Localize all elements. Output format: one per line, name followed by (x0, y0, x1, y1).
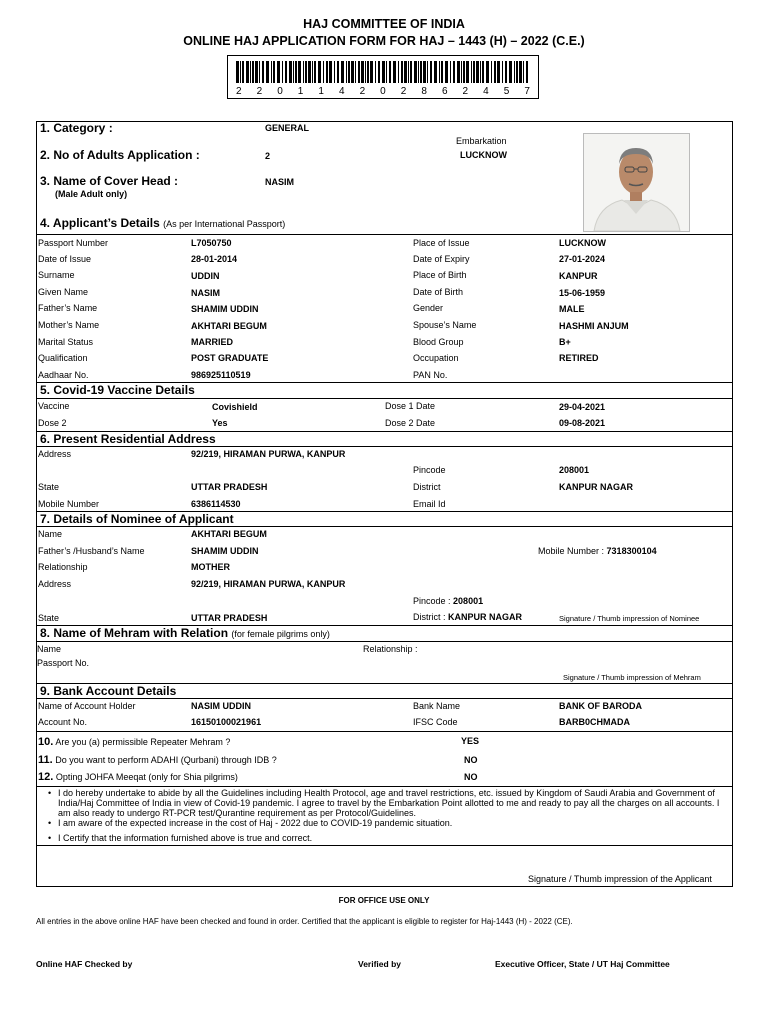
nominee-father-label: Father’s /Husband’s Name (38, 546, 145, 556)
qualification-value: POST GRADUATE (191, 353, 269, 363)
marital-status-label: Marital Status (38, 337, 94, 347)
aadhaar-value: 986925110519 (191, 370, 251, 380)
form-title: ONLINE HAJ APPLICATION FORM FOR HAJ – 1443 (H) – 2022 (C.E.) (183, 34, 585, 48)
cover-head-note: (Male Adult only) (55, 189, 128, 199)
surname-value: UDDIN (191, 271, 220, 281)
nominee-name-value: AKHTARI BEGUM (191, 529, 267, 539)
question-text: Do you want to perform ADAHI (Qurbani) through IDB ? (55, 755, 277, 765)
question-number: 12. (38, 771, 54, 783)
mehram-name-label: Name (37, 644, 62, 654)
barcode-digit: 8 (421, 86, 427, 97)
nominee-state-label: State (38, 613, 60, 623)
question-text: Opting JOHFA Meeqat (only for Shia pilgrims) (55, 772, 238, 782)
account-number-label: Account No. (38, 717, 88, 727)
adults-value: 2 (265, 151, 271, 161)
divider (36, 526, 732, 527)
blood-group-value: B+ (559, 337, 571, 347)
date-of-expiry-label: Date of Expiry (413, 254, 470, 264)
father-name-value: SHAMIM UDDIN (191, 304, 259, 314)
barcode-digit: 0 (277, 86, 283, 97)
date-of-expiry-value: 27-01-2024 (559, 254, 606, 264)
occupation-value: RETIRED (559, 353, 599, 363)
nominee-district-value: KANPUR NAGAR (448, 612, 523, 622)
account-number-value: 16150100021961 (191, 717, 262, 727)
nominee-mobile-value: 7318300104 (606, 546, 657, 556)
date-of-issue-label: Date of Issue (38, 254, 92, 264)
category-value: GENERAL (265, 123, 310, 133)
category-label: 1. Category : (40, 121, 113, 135)
applicant-details-heading (40, 216, 285, 230)
nominee-pincode (413, 596, 483, 606)
applicant-details-note: (As per International Passport) (163, 219, 286, 229)
form-authority-title: HAJ COMMITTEE OF INDIA (303, 17, 465, 31)
divider (36, 641, 732, 642)
nominee-signature-caption: Signature / Thumb impression of Nominee (559, 614, 700, 623)
nominee-district (413, 612, 522, 622)
nominee-relationship-value: MOTHER (191, 562, 230, 572)
mobile-value: 6386114530 (191, 499, 241, 509)
nominee-mobile-label: Mobile Number : (538, 546, 605, 556)
mehram-title: 8. Name of Mehram with Relation (40, 626, 229, 640)
state-value: UTTAR PRADESH (191, 482, 268, 492)
gender-value: MALE (559, 304, 585, 314)
applicant-details-title: 4. Applicant’s Details (40, 216, 160, 230)
divider (36, 786, 732, 787)
marital-status-value: MARRIED (191, 337, 233, 347)
barcode (227, 55, 539, 99)
place-of-issue-label: Place of Issue (413, 238, 470, 248)
passport-number-label: Passport Number (38, 238, 109, 248)
ifsc-label: IFSC Code (413, 717, 458, 727)
barcode-digit: 2 (256, 86, 263, 97)
cover-head-value: NASIM (265, 177, 294, 187)
declaration-item: • I Certify that the information furnished above is true and correct. (58, 833, 730, 843)
place-of-birth-value: KANPUR (559, 271, 598, 281)
address-heading: 6. Present Residential Address (40, 432, 216, 446)
declaration-item: • I do hereby undertake to abide by all the Guidelines including Health Protocol, age and travel restrictions, etc. issued by Kingdom of Saudi Arabia and Government of India/Haj Committee of India in view of Covid-19 pandemic. I agree to travel by the Embarkation Point allotted to me and ready to pay all the charges on all accounts. I am also ready to undergo RT-PCR test/Qurantine requirement as per Protocol/Guidelines. (58, 788, 730, 818)
date-of-issue-value: 28-01-2014 (191, 254, 238, 264)
nominee-pincode-value: 208001 (453, 596, 484, 606)
address-value: 92/219, HIRAMAN PURWA, KANPUR (191, 449, 346, 459)
state-label: State (38, 482, 60, 492)
covid-heading: 5. Covid-19 Vaccine Details (40, 383, 195, 397)
verified-by-label: Verified by (358, 959, 401, 969)
divider (36, 398, 732, 399)
barcode-digit: 1 (297, 86, 304, 97)
executive-officer-label: Executive Officer, State / UT Haj Committee (495, 959, 670, 969)
place-of-issue-value: LUCKNOW (559, 238, 606, 248)
dob-value: 15-06-1959 (559, 288, 606, 298)
father-name-label: Father’s Name (38, 303, 98, 313)
surname-label: Surname (38, 270, 75, 280)
declaration-item: • I am aware of the expected increase in the cost of Haj - 2022 due to COVID-19 pandemic situation. (58, 818, 730, 828)
nominee-district-label: District : (413, 612, 446, 622)
barcode-digits (236, 86, 530, 97)
question-number: 11. (38, 754, 53, 766)
dose2-date-value: 09-08-2021 (559, 418, 606, 428)
dose2-label: Dose 2 (38, 418, 67, 428)
vaccine-value: Covishield (212, 402, 258, 412)
adults-label: 2. No of Adults Application : (40, 148, 200, 162)
spouse-name-value: HASHMI ANJUM (559, 321, 629, 331)
question-number: 10. (38, 736, 54, 748)
pincode-label: Pincode (413, 465, 446, 475)
pincode-value: 208001 (559, 465, 590, 475)
barcode-digit: 2 (236, 86, 242, 97)
divider (36, 845, 732, 846)
divider (36, 731, 732, 732)
district-label: District (413, 482, 441, 492)
question-text: Are you (a) permissible Repeater Mehram ? (55, 737, 231, 747)
nominee-relationship-label: Relationship (38, 562, 88, 572)
bank-name-label: Bank Name (413, 701, 461, 711)
office-use-heading: FOR OFFICE USE ONLY (338, 896, 430, 905)
barcode-digit: 2 (462, 86, 469, 97)
question-10 (38, 736, 230, 748)
divider (36, 698, 732, 699)
barcode-digit: 0 (380, 86, 386, 97)
district-value: KANPUR NAGAR (559, 482, 633, 492)
account-holder-value: NASIM UDDIN (191, 701, 251, 711)
dose2-date-label: Dose 2 Date (385, 418, 436, 428)
embarkation-value: LUCKNOW (460, 150, 507, 160)
question-10-answer: YES (461, 736, 480, 746)
vaccine-label: Vaccine (38, 401, 70, 411)
qualification-label: Qualification (38, 353, 88, 363)
address-label: Address (38, 449, 72, 459)
pan-label: PAN No. (413, 370, 448, 380)
ifsc-value: BARB0CHMADA (559, 717, 630, 727)
account-holder-label: Name of Account Holder (38, 701, 136, 711)
place-of-birth-label: Place of Birth (413, 270, 467, 280)
divider (36, 234, 732, 235)
barcode-digit: 4 (338, 86, 345, 97)
mehram-note: (for female pilgrims only) (231, 629, 330, 639)
mehram-relationship-label: Relationship : (363, 644, 418, 654)
mother-name-value: AKHTARI BEGUM (191, 321, 267, 331)
divider (36, 446, 732, 447)
blood-group-label: Blood Group (413, 337, 464, 347)
barcode-digit: 7 (524, 86, 530, 97)
passport-number-value: L7050750 (191, 238, 232, 248)
nominee-name-label: Name (38, 529, 63, 539)
given-name-label: Given Name (38, 287, 89, 297)
barcode-bars (236, 61, 530, 83)
question-11 (38, 754, 277, 766)
occupation-label: Occupation (413, 353, 459, 363)
applicant-signature-caption: Signature / Thumb impression of the Applicant (528, 874, 712, 884)
dose1-date-value: 29-04-2021 (559, 402, 606, 412)
mother-name-label: Mother’s Name (38, 320, 100, 330)
dose1-date-label: Dose 1 Date (385, 401, 436, 411)
embarkation-label: Embarkation (456, 136, 507, 146)
bank-name-value: BANK OF BARODA (559, 701, 642, 711)
spouse-name-label: Spouse’s Name (413, 320, 477, 330)
email-label: Email Id (413, 499, 446, 509)
question-12 (38, 771, 238, 783)
nominee-address-value: 92/219, HIRAMAN PURWA, KANPUR (191, 579, 346, 589)
barcode-digit: 6 (441, 86, 448, 97)
checked-by-label: Online HAF Checked by (36, 959, 133, 969)
barcode-digit: 5 (503, 86, 510, 97)
dob-label: Date of Birth (413, 287, 464, 297)
mehram-heading (40, 626, 330, 640)
barcode-digit: 4 (483, 86, 489, 97)
nominee-heading: 7. Details of Nominee of Applicant (40, 512, 234, 526)
barcode-digit: 2 (400, 86, 407, 97)
dose2-value: Yes (212, 418, 228, 428)
question-11-answer: NO (464, 755, 478, 765)
barcode-digit: 2 (359, 86, 366, 97)
nominee-mobile (538, 546, 657, 556)
nominee-state-value: UTTAR PRADESH (191, 613, 268, 623)
office-use-note: All entries in the above online HAF have been checked and found in order. Certified that the applicant is eligible to register for Haj-1443 (H) - 2022 (CE). (36, 917, 573, 926)
aadhaar-label: Aadhaar No. (38, 370, 89, 380)
nominee-pincode-label: Pincode : (413, 596, 451, 606)
question-12-answer: NO (464, 772, 478, 782)
barcode-digit: 1 (318, 86, 324, 97)
given-name-value: NASIM (191, 288, 220, 298)
applicant-photo (583, 133, 690, 232)
mobile-label: Mobile Number (38, 499, 100, 509)
cover-head-label: 3. Name of Cover Head : (40, 174, 179, 188)
gender-label: Gender (413, 303, 444, 313)
mehram-signature-caption: Signature / Thumb impression of Mehram (563, 673, 701, 682)
nominee-father-value: SHAMIM UDDIN (191, 546, 259, 556)
bank-heading: 9. Bank Account Details (40, 684, 177, 698)
mehram-passport-label: Passport No. (37, 658, 90, 668)
nominee-address-label: Address (38, 579, 72, 589)
